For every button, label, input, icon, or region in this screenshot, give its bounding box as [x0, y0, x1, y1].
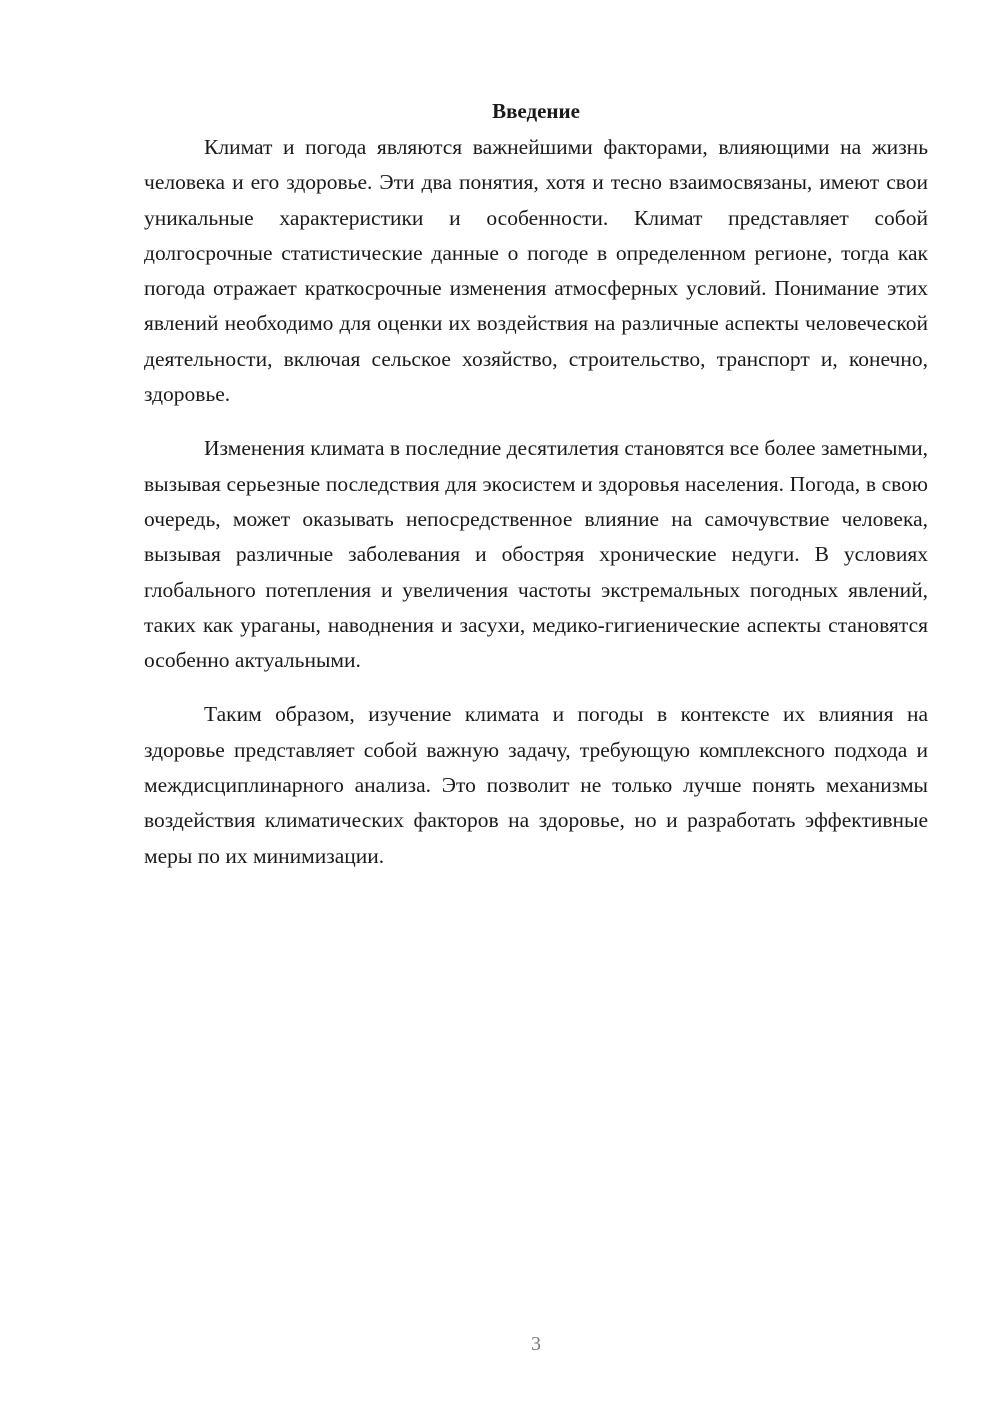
- paragraph-1: Климат и погода являются важнейшими факторами, влияющими на жизнь человека и его здоровье. Эти два понятия, хотя и тесно взаимосвязаны, имеют свои уникальные характеристики и особенности. Климат представляет собой долгосрочные статистические данные о погоде в определенном регионе, тогда как погода отражает краткосрочные изменения атмосферных условий. Понимание этих явлений необходимо для оценки их воздействия на различные аспекты человеческой деятельности, включая сельское хозяйство, строительство, транспорт и, конечно, здоровье.: [144, 135, 928, 407]
- paragraph-3: Таким образом, изучение климата и погоды в контексте их влияния на здоровье представляет собой важную задачу, требующую комплексного подхода и междисциплинарного анализа. Это позволит не только лучше понять механизмы воздействия климатических факторов на здоровье, но и разработать эффективные меры по их минимизации.: [144, 702, 928, 868]
- paragraph-2: Изменения климата в последние десятилетия становятся все более заметными, вызывая серьезные последствия для экосистем и здоровья населения. Погода, в свою очередь, может оказывать непосредственное влияние на самочувствие человека, вызывая различные заболевания и обостряя хронические недуги. В условиях глобального потепления и увеличения частоты экстремальных погодных явлений, таких как ураганы, наводнения и засухи, медико-гигиенические аспекты становятся особенно актуальными.: [144, 436, 928, 673]
- page-content: [144, 96, 928, 893]
- page-number: 3: [531, 1333, 541, 1355]
- section-heading: Введение: [492, 99, 580, 123]
